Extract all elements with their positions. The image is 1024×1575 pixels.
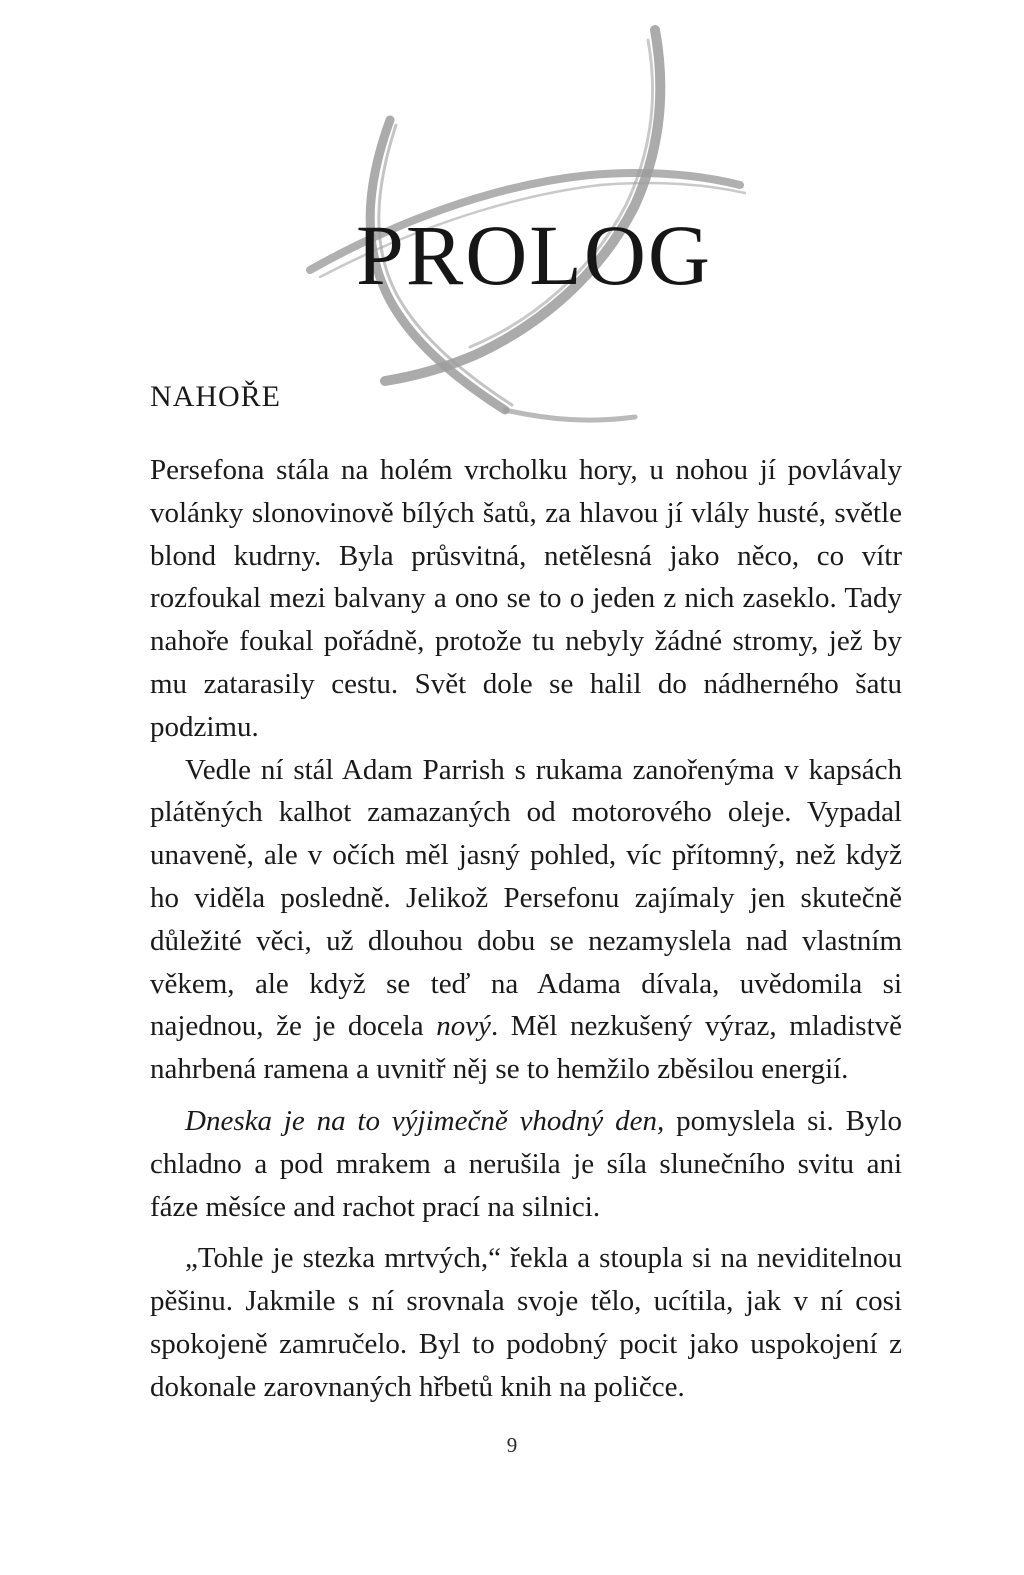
italic-text: nový bbox=[436, 1010, 491, 1043]
section-title: NAHOŘE bbox=[150, 380, 281, 413]
body-text bbox=[150, 449, 902, 1409]
chapter-title: PROLOG bbox=[356, 207, 713, 303]
paragraph bbox=[150, 749, 902, 1091]
paragraph-text: „Tohle je stezka mrtvých,“ řekla a stoupla si na neviditelnou pěšinu. Jakmile s ní srovnala svoje tělo, ucítila, jak v ní cosi spokojeně zamručelo. Byl to podobný pocit jako uspokojení z dokonale zarovnaných hřbetů knih na poličce. bbox=[150, 1242, 902, 1403]
page-number: 9 bbox=[506, 1433, 518, 1457]
paragraph-text: Persefona stála na holém vrcholku hory, u nohou jí povlávaly volánky slonovinově bílých šatů, za hlavou jí vlály husté, světle blond kudrny. Byla průsvitná, netělesná jako něco, co vítr rozfoukal mezi balvany a ono se to o jeden z nich zaseklo. Tady nahoře foukal pořádně, protože tu nebyly žádné stromy, jež by mu zatarasily cestu. Svět dole se halil do nádherného šatu podzimu. bbox=[150, 454, 902, 743]
paragraph bbox=[150, 449, 902, 749]
paragraph-text: pomyslela si. Bylo chladno a pod mrakem a nerušila je síla slunečního svitu ani fáze měsíce and rachot prací na silnici. bbox=[150, 1104, 902, 1223]
paragraph bbox=[150, 1100, 902, 1228]
italic-text: Dneska je na to výjimečně vhodný den, bbox=[185, 1104, 665, 1137]
paragraph-text: . Měl nezkušený výraz, mladistvě nahrbená ramena a uvnitř něj se to hemžilo zběsilou energií. bbox=[150, 1010, 902, 1086]
paragraph-text: Vedle ní stál Adam Parrish s rukama zanořenýma v kapsách plátěných kalhot zamazaných od motorového oleje. Vypadal unaveně, ale v očích měl jasný pohled, víc přítomný, než když ho viděla posledně. Jelikož Persefonu zajímaly jen skutečně důležité věci, už dlouhou dobu se nezamyslela nad vlastním věkem, ale když se teď na Adama dívala, uvědomila si najednou, že je docela bbox=[150, 753, 902, 1043]
paragraph bbox=[150, 1237, 902, 1408]
